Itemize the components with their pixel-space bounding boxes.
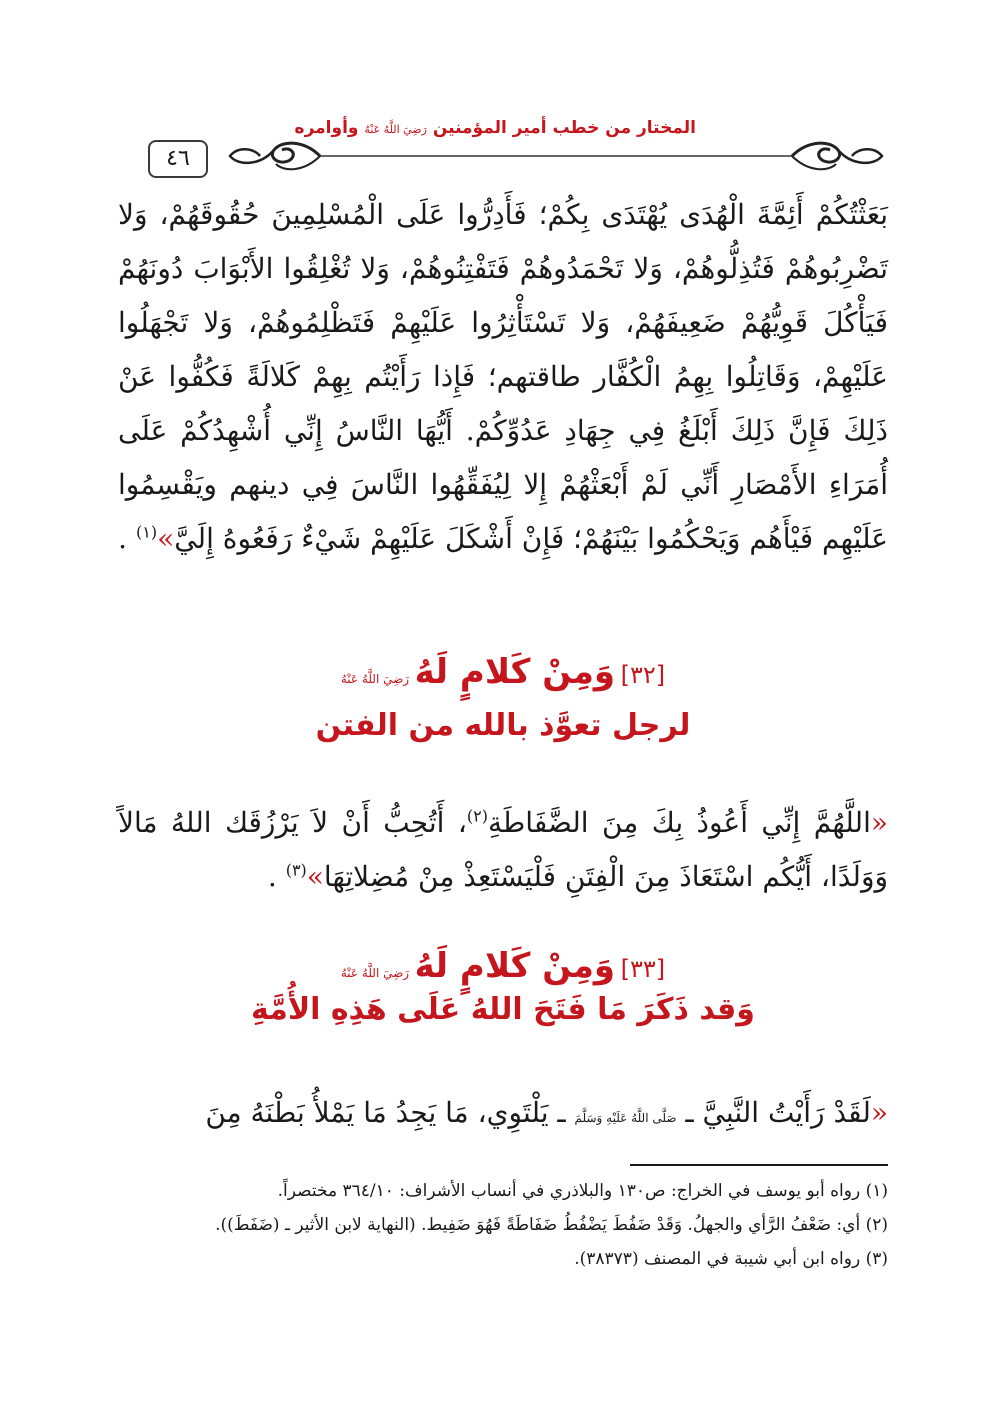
paragraph-2-text-b: ، أَتُحِبُّ أَنْ لاَ يَرْزُقَك اللهُ مَالاً وَوَلَدًا، أَيُّكُم اسْتَعَاذَ مِنَ الْفِتَنِ فَلْيَسْتَعِذْ مِنْ مُضِلاتِهَا [118,806,888,893]
paragraph-1 [118,188,888,566]
page-header [148,118,888,180]
paragraph-2 [118,796,888,904]
section-heading-32-title [118,652,888,692]
open-quote: « [870,806,888,839]
running-title-main: المختار من خطب أمير المؤمنين [432,118,696,138]
section-subtitle: وَقد ذَكَرَ مَا فَتَحَ اللهُ عَلَى هَذِهِ الأُمَّةِ [251,992,755,1027]
paragraph-3 [118,1086,888,1145]
close-quote: » [157,522,175,555]
period: . [267,860,277,893]
honorific: رَضِيَ اللَّهُ عَنْهُ [340,966,410,980]
honorific: صَلَّى اللَّهُ عَلَيْهِ وَسَلَّمَ [574,1111,677,1125]
section-number: [٣٢] [620,661,666,689]
footnote-3: (٣) رواه ابن أبي شيبة في المصنف (٣٨٣٧٣). [574,1249,888,1269]
period: . [118,522,128,555]
open-quote: « [870,1096,888,1129]
running-title [295,118,696,138]
paragraph-3-text-a: لَقَدْ رَأَيْتُ النَّبِيَّ ـ [685,1096,871,1129]
header-ornament [224,136,888,176]
footnote-ref-3[interactable]: (٣) [285,860,307,880]
section-title: وَمِنْ كَلامٍ لَهُ [414,946,616,986]
footnote-1: (١) رواه أبو يوسف في الخراج: ص١٣٠ والبلاذري في أنساب الأشراف: ٣٦٤/١٠ مختصراً. [277,1181,888,1201]
section-title: وَمِنْ كَلامٍ لَهُ [414,652,616,692]
footnote-separator [630,1164,888,1166]
section-heading-33-title [118,946,888,986]
section-subtitle: لرجل تعوَّذ بالله من الفتن [315,708,691,743]
section-heading-33 [118,946,888,1027]
paragraph-3-text-b: ـ يَلْتَوِي، مَا يَجِدُ مَا يَمْلأُ بَطْنَهُ مِنَ [205,1096,566,1129]
close-quote: » [306,860,324,893]
section-heading-32 [118,652,888,743]
paragraph-2-text-a: اللَّهُمَّ إِنِّي أَعُوذُ بِكَ مِنَ الضَّفَاطَةِ [487,806,871,839]
footnote-2: (٢) أي: ضَعْفُ الرَّأي والجهلُ. وَقَدْ ضَفُطَ يَضْفُطُ ضَفَاطَةً فَهُوَ ضَفِيط. (النهاية لابن الأثير ـ (ضَفَطَ)). [215,1215,888,1235]
footnotes [118,1176,888,1278]
paragraph-1-text: بَعَثْتُكُمْ أَئِمَّةَ الْهُدَى يُهْتَدَى بِكُمْ؛ فَأَدِرُّوا عَلَى الْمُسْلِمِينَ حُقُوقَهُمْ، وَلا تَضْرِبُوهُمْ فَتُذِلُّوهُمْ، وَلا تَحْمَدُوهُمْ فَتَفْتِنُوهُمْ، وَلا تُغْلِقُوا الأَبْوَابَ دُونَهُمْ فَيَأْكُلَ قَوِيُّهُمْ ضَعِيفَهُمْ، وَلا تَسْتَأْثِرُوا عَلَيْهِمْ فَتَظْلِمُوهُمْ، وَلا تَجْهَلُوا عَلَيْهِمْ، وَقَاتِلُوا بِهِمُ الْكُفَّار طاقتهم؛ فَإِذا رَأَيْتُم بِهِمْ كَلالَةً فَكُفُّوا عَنْ ذَلِكَ فَإِنَّ ذَلِكَ أَبْلَغُ فِي جِهَادِ عَدُوِّكُمْ. أَيُّهَا النَّاسُ إِنِّي أُشْهِدُكُمْ عَلَى أُمَرَاءِ الأَمْصَارِ أَنِّي لَمْ أَبْعَثْهُمْ إِلا لِيُفَقِّهُوا النَّاسَ فِي دينهم ويَقْسِمُوا عَلَيْهِم فَيْأَهُم وَيَحْكُمُوا بَيْنَهُمْ؛ فَإِنْ أَشْكَلَ عَلَيْهِمْ شَيْءٌ رَفَعُوهُ إِلَيَّ [118,198,888,555]
section-number: [٣٣] [620,955,666,983]
honorific: رَضِيَ اللَّهُ عَنْهُ [340,672,410,686]
running-title-end: وأوامره [294,118,359,138]
footnote-ref-1[interactable]: (١) [135,522,158,542]
running-title-honorific: رَضِيَ اللَّهُ عَنْهُ [364,123,427,136]
page-number: ٤٦ [148,140,208,178]
footnote-ref-2[interactable]: (٢) [466,806,488,826]
